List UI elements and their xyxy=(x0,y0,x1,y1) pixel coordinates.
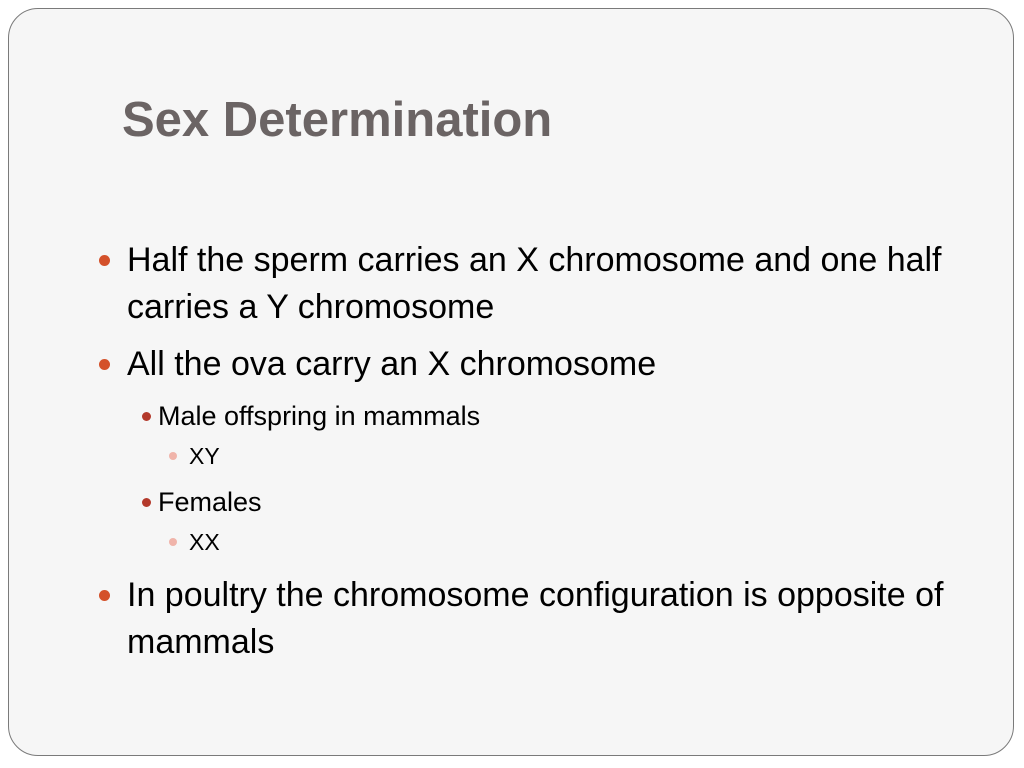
bullet-text: All the ova carry an X chromosome xyxy=(127,345,657,383)
sub-sub-bullet-xy xyxy=(97,440,957,472)
bullet-dot-icon xyxy=(142,498,151,507)
bullet-dot-icon xyxy=(99,590,110,601)
sub-bullet-male xyxy=(97,398,957,434)
bullet-text: Half the sperm carries an X chromosome and one half carries a Y chromosome xyxy=(127,241,942,326)
bullet-dot-icon xyxy=(99,359,110,370)
bullet-item-poultry xyxy=(97,572,957,666)
bullet-text: XX xyxy=(189,529,220,555)
sub-bullet-females xyxy=(97,484,957,520)
bullet-list xyxy=(97,237,957,676)
slide-frame xyxy=(8,8,1014,756)
bullet-text: In poultry the chromosome configuration is opposite of mammals xyxy=(127,576,944,661)
bullet-dot-icon xyxy=(169,538,177,546)
bullet-text: Females xyxy=(158,487,262,517)
bullet-item-sperm xyxy=(97,237,957,331)
sub-sub-bullet-xx xyxy=(97,526,957,558)
bullet-dot-icon xyxy=(142,412,151,421)
bullet-dot-icon xyxy=(99,255,110,266)
bullet-text: Male offspring in mammals xyxy=(158,401,481,431)
bullet-text: XY xyxy=(189,443,220,469)
bullet-dot-icon xyxy=(169,452,177,460)
bullet-item-ova xyxy=(97,341,957,388)
slide-title: Sex Determination xyxy=(122,93,553,147)
